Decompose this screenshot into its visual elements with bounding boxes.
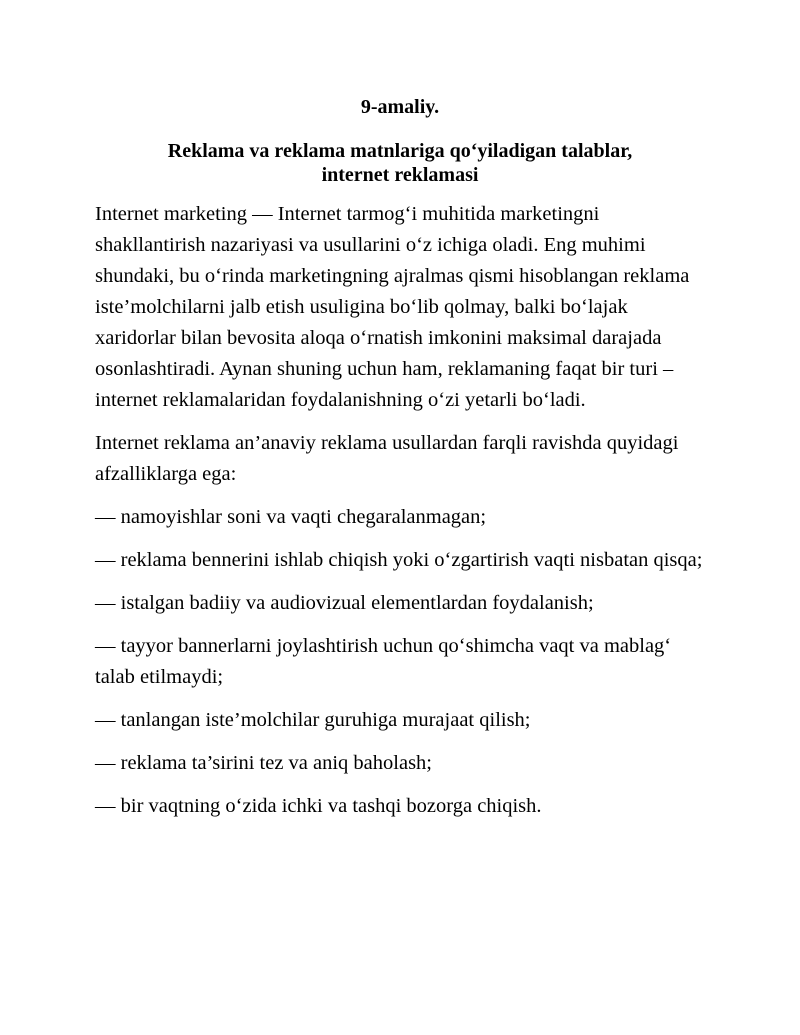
document-page [95,95,705,834]
list-item: — istalgan badiiy va audiovizual elementlardan foydalanish; [95,592,594,614]
list-item: — namoyishlar soni va vaqti chegaralanmagan; [95,506,487,528]
list-item: — tayyor bannerlarni joylashtirish uchun qo‘shimcha vaqt va mablag‘ talab etilmaydi; [95,635,672,688]
title-line-1: Reklama va reklama matnlariga qo‘yiladigan talablar, [167,140,633,162]
title-line-2: internet reklamasi [321,164,479,186]
lesson-number: 9-amaliy. [360,96,440,118]
list-item: — bir vaqtning o‘zida ichki va tashqi bozorga chiqish. [95,795,542,817]
list-item: — reklama bennerini ishlab chiqish yoki o‘zgartirish vaqti nisbatan qisqa; [95,549,703,571]
body-paragraph-2: Internet reklama an’anaviy reklama usullardan farqli ravishda quyidagi afzalliklarga ega: [95,432,679,485]
body-paragraph-1: Internet marketing — Internet tarmog‘i muhitida marketingni shakllantirish nazariyasi va usullarini o‘z ichiga oladi. Eng muhimi shundaki, bu o‘rinda marketingning ajralmas qismi hisoblangan reklama iste’molchilarni jalb etish usuligina bo‘lib qolmay, balki bo‘lajak xaridorlar bilan bevosita aloqa o‘rnatish imkonini maksimal darajada osonlashtiradi. Aynan shuning uchun ham, reklamaning faqat bir turi – internet reklamalaridan foydalanishning o‘zi yetarli bo‘ladi. [95,203,690,411]
list-item: — reklama ta’sirini tez va aniq baholash; [95,752,432,774]
list-item: — tanlangan iste’molchilar guruhiga murajaat qilish; [95,709,531,731]
document-title [95,139,705,187]
